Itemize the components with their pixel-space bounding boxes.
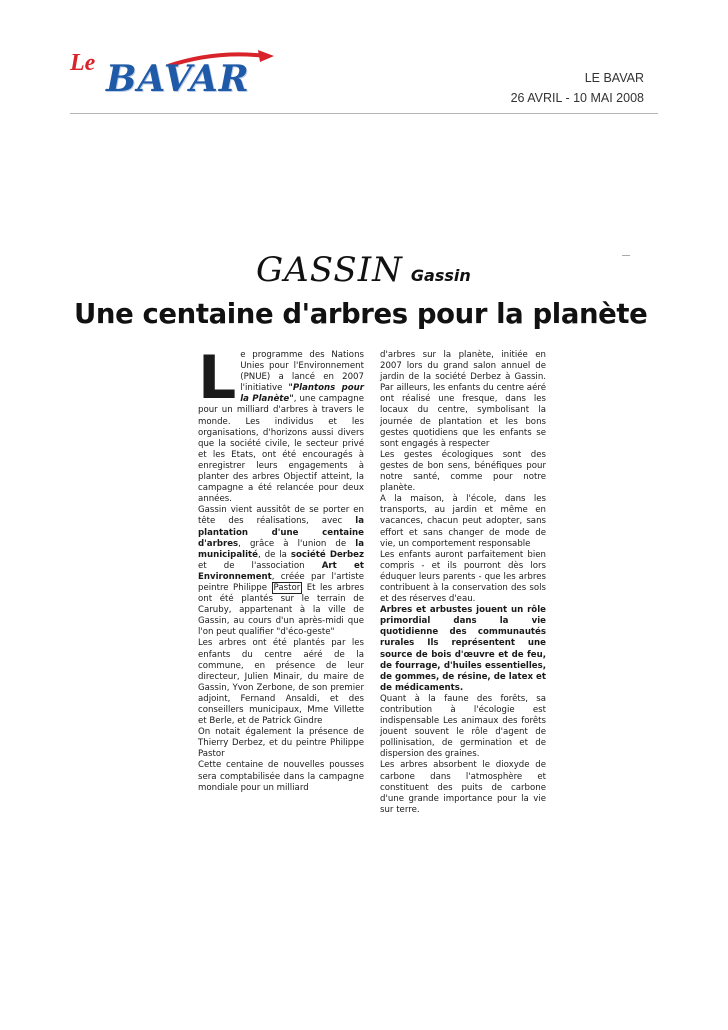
publication-name: LE BAVAR — [584, 71, 644, 85]
paragraph: Gassin vient aussitôt de se porter en tête des réalisations, avec la plantation d'une centaine d'arbres, grâce à l'union de la municipalité, de la société Derbez et de l'association Art et Environnement, créée par l'artiste peintre Philippe Pastor Et les arbres ont été plantés sur le terrain de Caruby, appartenant à la ville de Gassin, au cours d'un après-midi que l'on peut qualifier "d'éco-geste" — [198, 505, 365, 638]
header-divider — [70, 113, 658, 114]
paragraph: Les gestes écologiques sont des gestes de bon sens, bénéfiques pour notre santé, comme pour notre planète. — [380, 449, 546, 494]
article-column-left — [198, 343, 365, 794]
paragraph: Les arbres ont été plantés par les enfants du centre aéré de la commune, en présence de leur directeur, Julien Minair, du maire de Gassin, Yvon Zerbone, de son premier adjoint, Fernand Ansaldi, et des conseillers municipaux, Mme Villette et Berle, et de Patrick Gindre — [198, 638, 364, 727]
boxed-name: Pastor — [273, 582, 301, 593]
logo-le: Le — [70, 50, 96, 76]
paragraph: Arbres et arbustes jouent un rôle primordial dans la vie quotidienne des communautés rurales Ils représentent une source de bois d'œuvre et de feu, de fourrage, d'huiles essentielles, de gommes, de résine, de latex et de médicaments. — [380, 605, 546, 693]
paragraph: Les arbres absorbent le dioxyde de carbone dans l'atmosphère et constituent des puits de carbone d'une grande importance pour la vie sur terre. — [380, 760, 546, 815]
logo-name: BAVAR — [106, 58, 250, 100]
paragraph: Quant à la faune des forêts, sa contribution à l'écologie est indispensable Les animaux des forêts jouent souvent le rôle d'agent de pollinisation, de germination et de dispersion des graines. — [380, 693, 546, 760]
dropcap: L — [198, 343, 237, 413]
paragraph: On notait également la présence de Thierry Derbez, et du peintre Philippe Pastor — [198, 727, 364, 760]
paragraph: Le programme des Nations Unies pour l'Environnement (PNUE) a lancé en 2007 l'initiative "Plantons pour la Planète", une campagne pour un milliard d'arbres à travers le monde. Les individus et les organisations, d'horizons aussi divers que la société civile, le secteur privé et les Etats, ont été encouragés à enregistrer leurs engagements à planter des arbres Objectif atteint, la campagne a été relancée pour deux années. — [198, 343, 364, 505]
publication-date: 26 AVRIL - 10 MAI 2008 — [510, 91, 644, 105]
article-column-right — [380, 350, 546, 816]
paragraph: d'arbres sur la planète, initiée en 2007 lors du grand salon annuel de jardin de la société Derbez à Gassin. Par ailleurs, les enfants du centre aéré ont réalisé une fresque, dans les locaux du centre, symbolisant la journée de plantation et les bons gestes quotidiens que les enfants se sont engagés à respecter — [380, 350, 546, 449]
paragraph: Cette centaine de nouvelles pousses sera comptabilisée dans la campagne mondiale pour un milliard — [198, 760, 364, 793]
paragraph: A la maison, à l'école, dans les transports, au jardin et même en vacances, chacun peut adopter, sans effort et sans changer de mode de vie, un comportement responsable — [380, 494, 546, 549]
kicker-sub: Gassin — [410, 266, 471, 285]
publication-info — [511, 68, 644, 108]
paragraph: Les enfants auront parfaitement bien compris - et ils pourront dès lors éduquer leurs parents - que les arbres contribuent à la conservation des sols et des réserves d'eau. — [380, 549, 546, 605]
article-kicker — [256, 250, 471, 290]
scan-mark — [622, 255, 630, 256]
kicker-main: GASSIN — [256, 250, 403, 290]
publication-logo — [70, 48, 270, 108]
article-headline: Une centaine d'arbres pour la planète — [74, 298, 648, 330]
